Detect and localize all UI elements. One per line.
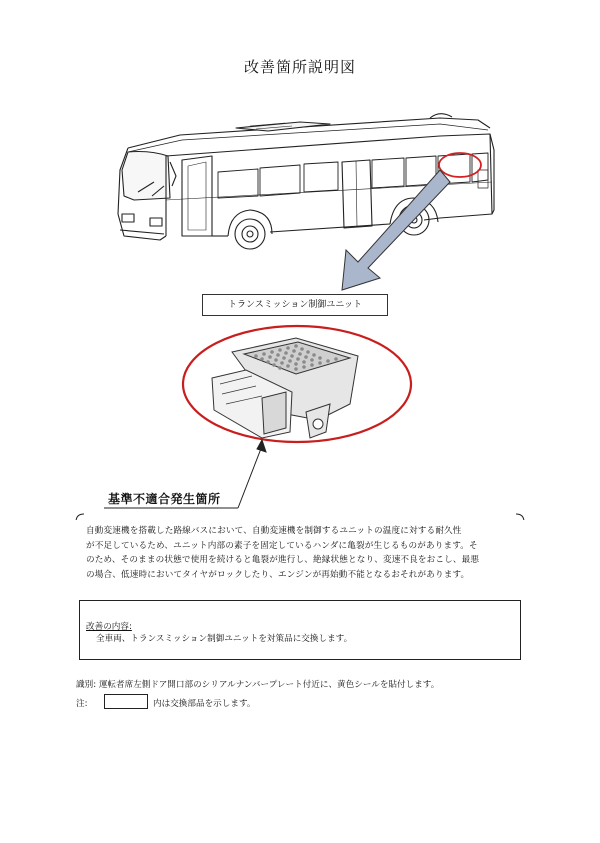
defect-line: の場合、低速時においてタイヤがロックしたり、エンジンが再始動不能となるおそれがあります。 — [86, 569, 470, 580]
note-sample-box — [104, 694, 148, 709]
note-label: 注: — [76, 699, 88, 709]
pointer-arrow — [342, 170, 450, 290]
defect-line: のため、そのままの状態で使用を続けると亀裂が進行し、絶縁状態となり、変速不良をおこし、最悪 — [86, 555, 480, 565]
defect-description — [86, 524, 518, 582]
remedy-heading: 改善の内容: — [86, 622, 132, 632]
bus-highlight-circle — [439, 153, 481, 177]
defect-bracket-left — [76, 514, 84, 520]
defect-line: が不足しているため、ユニット内部の素子を固定しているハンダに亀裂が生じるものがあります。そ — [86, 540, 478, 551]
transmission-unit-icon — [212, 338, 358, 438]
remedy-text: 全車両、トランスミッション制御ユニットを対策品に交換します。 — [96, 634, 353, 644]
defect-line: 自動変速機を搭載した路線バスにおいて、自動変速機を制御するユニットの温度に対する耐久性 — [86, 526, 462, 536]
unit-label: トランスミッション制御ユニット — [202, 294, 388, 316]
remedy-box — [79, 600, 521, 660]
page-title: 改善箇所説明図 — [243, 58, 356, 76]
defect-bracket-right — [516, 514, 524, 520]
defect-location-title: 基準不適合発生箇所 — [108, 492, 221, 506]
identification-text: 識別: 運転者席左側ドア開口部のシリアルナンバープレート付近に、黄色シールを貼付します。 — [76, 680, 440, 690]
note-text: 内は交換部品を示します。 — [153, 699, 256, 709]
